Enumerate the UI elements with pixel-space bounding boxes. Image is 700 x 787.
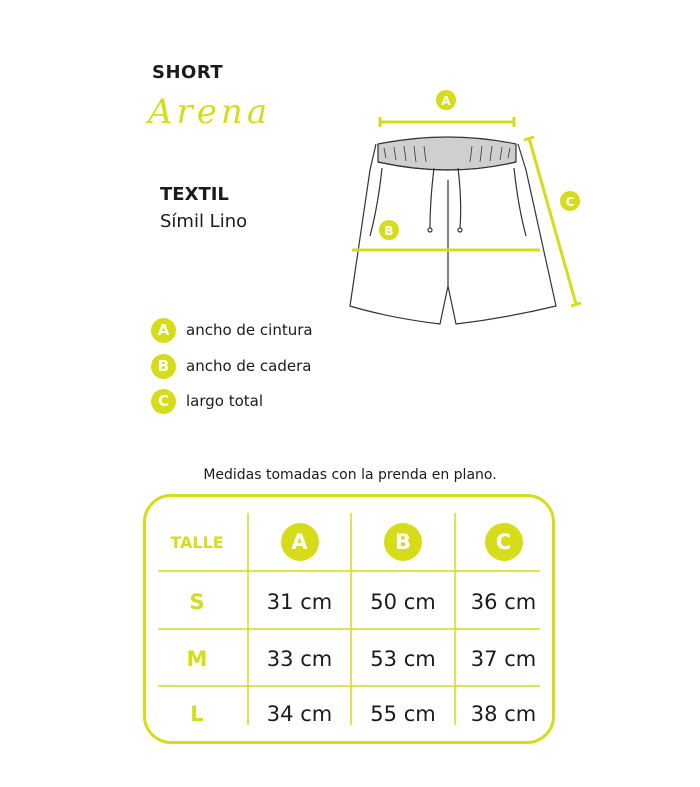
size-m-value-a: 33 cm	[266, 647, 333, 671]
diagram-badge-c	[560, 191, 580, 211]
size-s-value-b: 50 cm	[370, 590, 436, 614]
measurement-note: Medidas tomadas con la prenda en plano.	[203, 467, 497, 483]
diagram-label-c: C	[565, 195, 575, 209]
diagram-badge-a	[436, 90, 456, 110]
legend-text-b: ancho de cadera	[186, 357, 312, 375]
size-s-label: S	[189, 590, 205, 614]
fabric-value: Símil Lino	[160, 211, 248, 232]
size-l-label: L	[190, 702, 204, 726]
table-header-talle	[146, 513, 248, 571]
size-l-value-b: 55 cm	[370, 702, 436, 726]
size-m-value-b: 53 cm	[370, 647, 436, 671]
diagram-badge-b	[379, 220, 399, 240]
talle-label: TALLE	[170, 532, 224, 552]
size-l-value-c: 38 cm	[470, 702, 537, 726]
legend-text-c: largo total	[186, 392, 264, 410]
diagram-label-a: A	[441, 94, 451, 108]
size-m-label: M	[186, 647, 208, 671]
legend-badge-a: A	[151, 318, 176, 343]
table-header-c	[455, 513, 552, 571]
header-badge-a: A	[281, 523, 319, 561]
legend-badge-c: C	[151, 389, 176, 414]
table-header-b	[351, 513, 455, 571]
size-m-value-c: 37 cm	[470, 647, 537, 671]
size-s-value-c: 36 cm	[470, 590, 537, 614]
diagram-label-b: B	[384, 224, 394, 238]
shorts-diagram	[330, 86, 600, 331]
measure-line-a	[380, 117, 514, 127]
table-header-a	[248, 513, 351, 571]
legend-item-a	[151, 317, 313, 343]
product-type-title: SHORT	[152, 62, 224, 83]
legend-badge-b: B	[151, 354, 176, 379]
size-s-value-a: 31 cm	[266, 590, 333, 614]
legend-item-b	[151, 353, 311, 379]
fabric-label: TEXTIL	[160, 184, 229, 205]
size-table	[143, 494, 555, 744]
size-l-value-a: 34 cm	[266, 702, 333, 726]
legend-item-c	[151, 388, 263, 414]
measure-line-c	[524, 137, 581, 306]
legend-text-a: ancho de cintura	[186, 321, 313, 339]
header-badge-b: B	[384, 523, 422, 561]
header-badge-c: C	[485, 523, 523, 561]
product-model-name: Arena	[148, 92, 272, 132]
